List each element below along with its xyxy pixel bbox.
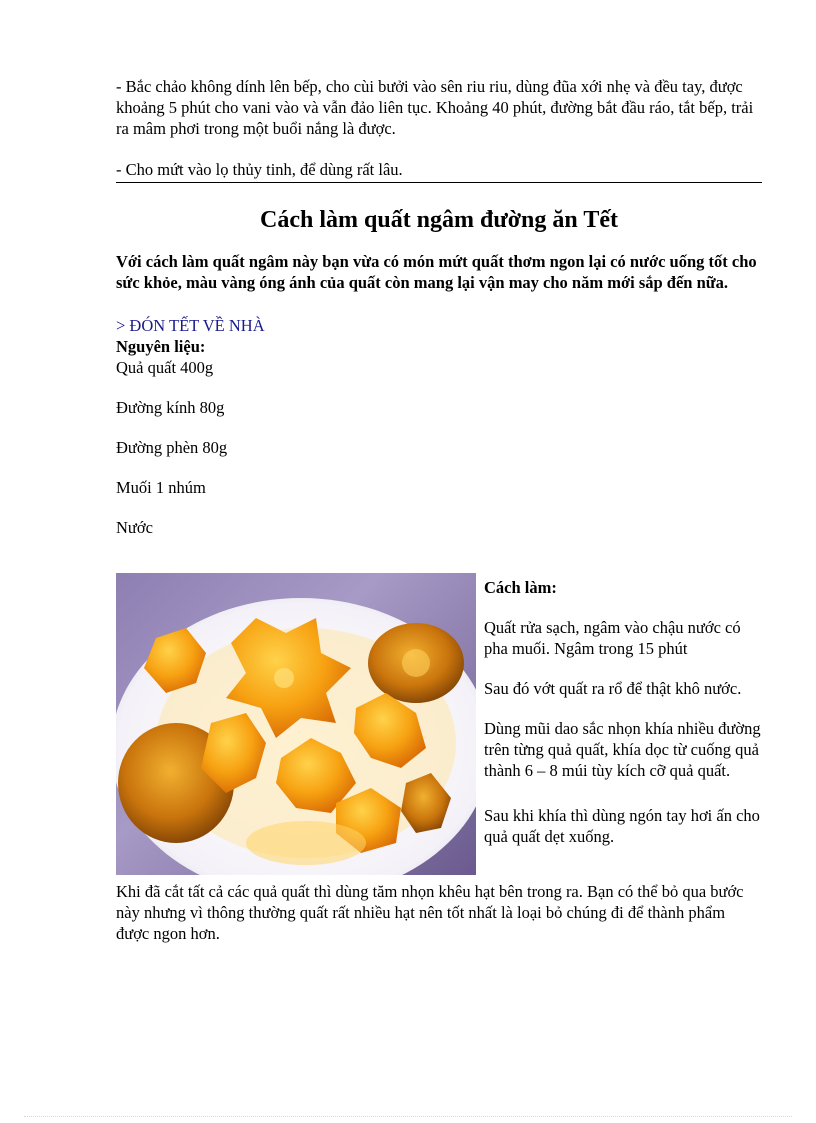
article-lead: Với cách làm quất ngâm này bạn vừa có món mứt quất thơm ngon lại có nước uống tốt cho sức khỏe, màu vàng óng ánh của quất còn mang lại vận may cho năm mới sắp đến nữa.: [116, 252, 757, 292]
ingredient-item: Quả quất 400g: [116, 358, 214, 377]
ingredients-list: [116, 357, 762, 538]
ingredients-label: Nguyên liệu:: [116, 337, 206, 356]
kumquat-illustration: [116, 573, 476, 875]
method-label: Cách làm:: [484, 578, 557, 597]
intro-paragraph: - Cho mứt vào lọ thủy tinh, để dùng rất lâu.: [116, 160, 403, 179]
kumquat-photo: [116, 573, 476, 875]
ingredient-item: Đường phèn 80g: [116, 438, 228, 457]
article-title: Cách làm quất ngâm đường ăn Tết: [260, 207, 618, 233]
intro-section: [116, 76, 762, 180]
method-step: Sau đó vớt quất ra rổ để thật khô nước.: [484, 679, 742, 698]
method-step: Sau khi khía thì dùng ngón tay hơi ấn cho quả quất dẹt xuống.: [484, 806, 760, 846]
section-divider: [116, 182, 762, 183]
ingredient-item: Đường kính 80g: [116, 398, 225, 417]
ingredient-item: Muối 1 nhúm: [116, 478, 206, 497]
don-tet-link[interactable]: > ĐÓN TẾT VỀ NHÀ: [116, 316, 265, 335]
ingredient-item: Nước: [116, 518, 153, 537]
method-step: Dùng mũi dao sắc nhọn khía nhiều đường trên từng quả quất, khía dọc từ cuống quả thành 6 – 8 múi tùy kích cỡ quả quất.: [484, 719, 761, 780]
after-section: [116, 867, 762, 944]
body-paragraph: Khi đã cắt tất cả các quả quất thì dùng tăm nhọn khêu hạt bên trong ra. Bạn có thể bỏ qua bước này nhưng vì thông thường quất rất nhiều hạt nên tốt nhất là loại bỏ chúng đi để thành phẩm được ngon hơn.: [116, 882, 744, 943]
intro-paragraph: - Bắc chảo không dính lên bếp, cho cùi bưởi vào sên riu riu, dùng đũa xới nhẹ và đều tay, được khoảng 5 phút cho vani vào và vẫn đảo liên tục. Khoảng 40 phút, đường bắt đầu ráo, tắt bếp, trải ra mâm phơi trong một buổi nắng là được.: [116, 77, 754, 138]
document-page: [116, 76, 762, 964]
page-bottom-rule: [24, 1116, 792, 1117]
method-step: Quất rửa sạch, ngâm vào chậu nước có pha muối. Ngâm trong 15 phút: [484, 618, 741, 658]
